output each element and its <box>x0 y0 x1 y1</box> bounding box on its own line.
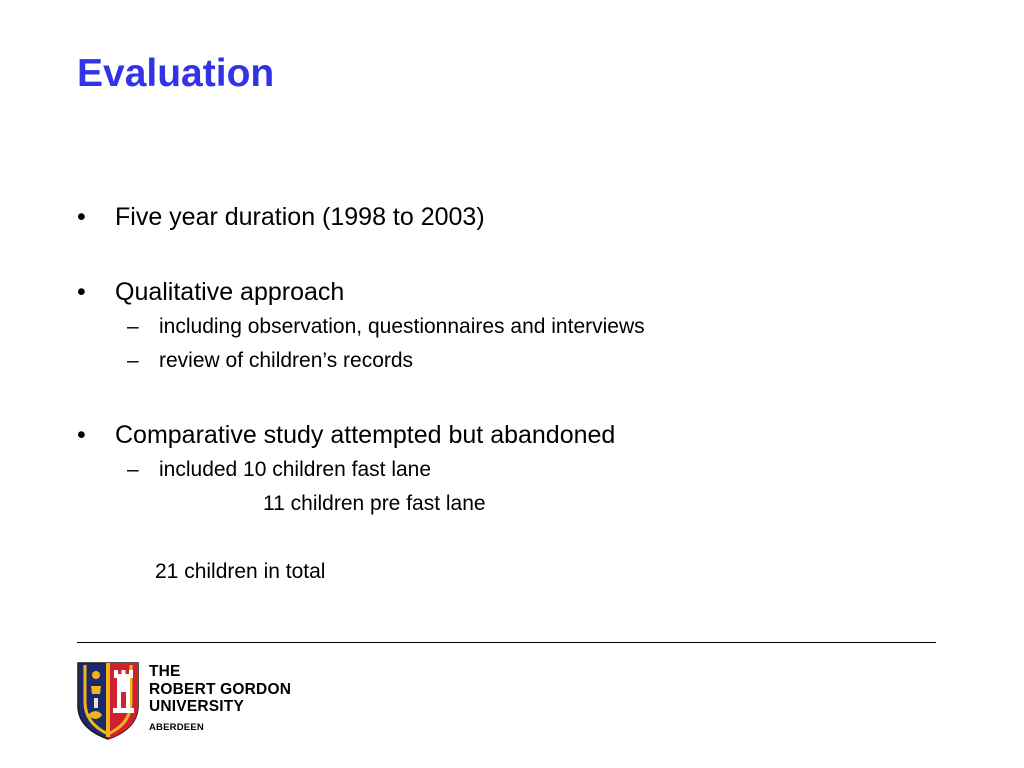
subitem-text-pre-fast-lane: 11 children pre fast lane <box>263 492 486 515</box>
subitem-text-methods: including observation, questionnaires and interviews <box>159 315 645 338</box>
university-wordmark <box>149 663 291 734</box>
subitem-text-fast-lane: included 10 children fast lane <box>159 458 432 481</box>
logo-line-the: THE <box>149 663 181 680</box>
bullet-text-duration: Five year duration (1998 to 2003) <box>115 203 485 231</box>
footer-divider <box>77 642 936 643</box>
bullet-text-comparative: Comparative study attempted but abandoned <box>115 421 616 449</box>
bullet-marker: • <box>77 421 86 449</box>
subitem-marker: – <box>127 315 139 338</box>
subitem-marker: – <box>127 458 139 481</box>
logo-line-aberdeen: ABERDEEN <box>149 721 204 733</box>
subitem-marker: – <box>127 349 139 372</box>
university-crest-icon <box>77 662 139 740</box>
logo-line-university: UNIVERSITY <box>149 698 245 715</box>
slide-title: Evaluation <box>77 52 275 95</box>
bullet-marker: • <box>77 278 86 306</box>
bullet-marker: • <box>77 203 86 231</box>
bullet-text-approach: Qualitative approach <box>115 278 345 306</box>
subitem-text-records: review of children’s records <box>159 349 414 372</box>
logo-line-robert-gordon: ROBERT GORDON <box>149 680 292 698</box>
total-note: 21 children in total <box>155 560 326 583</box>
